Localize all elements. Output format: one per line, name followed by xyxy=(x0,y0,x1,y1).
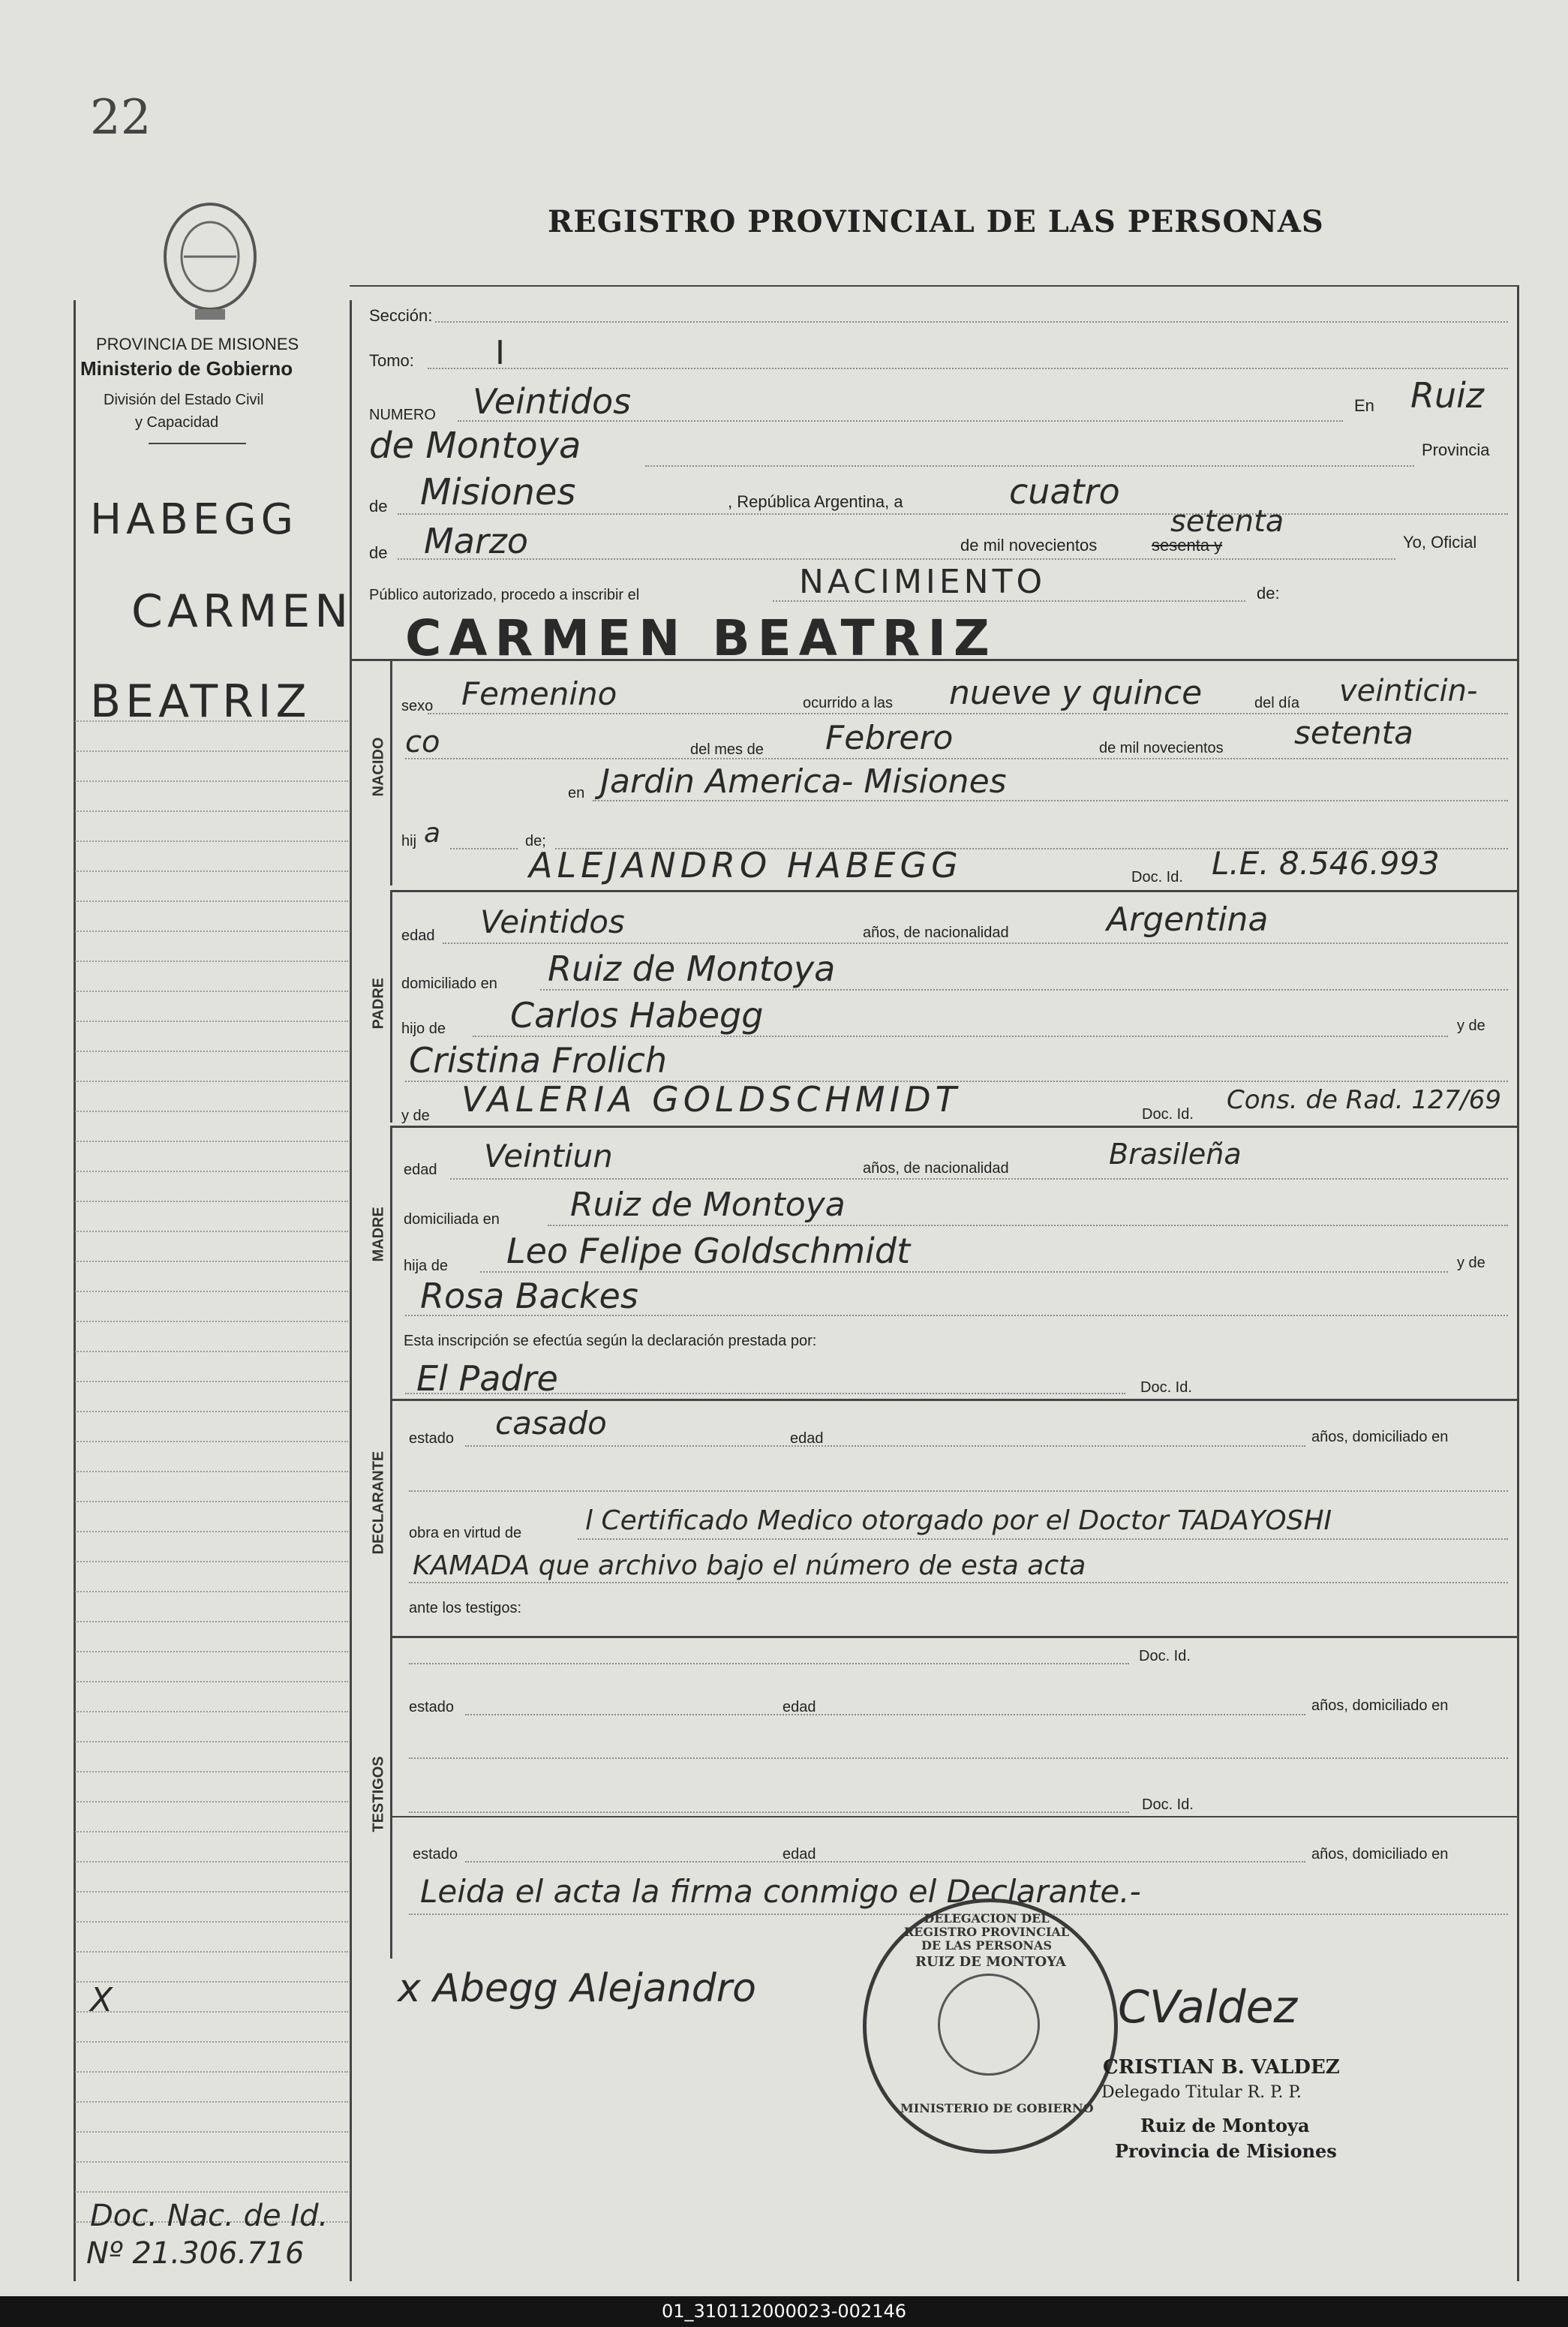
org-province: PROVINCIA DE MISIONES xyxy=(96,335,299,353)
label-de-mil: de mil novecientos xyxy=(960,536,1098,555)
value-madre-nac: Brasileña xyxy=(1109,1138,1242,1171)
seal-outer-text: DELEGACION DEL REGISTRO PROVINCIAL DE LAS PERSONAS xyxy=(903,1911,1070,1953)
label-edad-padre: edad xyxy=(401,927,435,944)
margin-name1: CARMEN xyxy=(131,585,353,638)
label-hija-de: hija de xyxy=(404,1258,448,1274)
value-madre-doc: Cons. de Rad. 127/69 xyxy=(1227,1085,1501,1115)
value-numero: Veintidos xyxy=(473,381,632,422)
seal-emblem xyxy=(938,1974,1040,2076)
label-en-2: en xyxy=(568,785,585,801)
value-padre-dom: Ruiz de Montoya xyxy=(548,949,836,989)
label-y-de-madre: y de xyxy=(401,1108,430,1124)
value-hij-suffix: a xyxy=(424,818,441,849)
label-ocurrido: ocurrido a las xyxy=(803,695,894,711)
label-en: En xyxy=(1354,396,1374,415)
label-inscripcion: Esta inscripción se efectúa según la declaración prestada por: xyxy=(404,1333,817,1349)
value-lugar: de Montoya xyxy=(369,425,581,467)
declarant-signature: x Abegg Alejandro xyxy=(398,1966,756,2011)
org-ministry: Ministerio de Gobierno xyxy=(80,357,293,380)
label-edad-testigo2: edad xyxy=(782,1846,816,1863)
label-edad-madre: edad xyxy=(404,1162,437,1178)
form-top-border xyxy=(350,285,1518,287)
label-estado-decl: estado xyxy=(409,1430,455,1447)
side-label-declarante: DECLARANTE xyxy=(370,1451,387,1555)
official-signature: CValdez xyxy=(1118,1981,1298,2034)
org-capacity: y Capacidad xyxy=(135,414,219,431)
value-mes: Marzo xyxy=(424,521,529,561)
value-padre-padre: Carlos Habegg xyxy=(510,995,764,1036)
official-place-line2: Provincia de Misiones xyxy=(1115,2140,1337,2162)
seal-middle-text: RUIZ DE MONTOYA xyxy=(915,1954,1066,1970)
margin-doc-label: Doc. Nac. de Id. xyxy=(90,2199,329,2233)
label-anos-dom-testigo1: años, domiciliado en xyxy=(1311,1697,1449,1714)
value-padre-madre: Cristina Frolich xyxy=(409,1040,668,1081)
side-label-madre: MADRE xyxy=(370,1207,387,1262)
value-padre-doc: L.E. 8.546.993 xyxy=(1212,845,1440,882)
label-doc-id-testigo1: Doc. Id. xyxy=(1139,1648,1191,1664)
value-obra-line1: l Certificado Medico otorgado por el Doctor TADAYOSHI xyxy=(585,1505,1332,1536)
value-hora: nueve y quince xyxy=(949,674,1203,712)
side-label-padre: PADRE xyxy=(370,977,387,1030)
label-y-de-2: y de xyxy=(1457,1255,1485,1271)
label-de-colon: de: xyxy=(1257,584,1280,603)
value-dia: cuatro xyxy=(1009,471,1120,512)
label-provincia: Provincia xyxy=(1422,440,1490,459)
official-place-line1: Ruiz de Montoya xyxy=(1140,2115,1310,2136)
label-doc-id-padre: Doc. Id. xyxy=(1131,869,1183,885)
official-title: Delegado Titular R. P. P. xyxy=(1101,2083,1302,2102)
value-padre-nombre: ALEJANDRO HABEGG xyxy=(529,845,963,885)
value-decl-estado: casado xyxy=(495,1405,607,1442)
value-madre-padre: Leo Felipe Goldschmidt xyxy=(506,1231,911,1271)
value-mes-nac: Febrero xyxy=(825,719,954,757)
value-acto: NACIMIENTO xyxy=(799,563,1047,601)
value-anio-struck: sesenta y xyxy=(1152,536,1223,555)
value-en: Ruiz xyxy=(1410,375,1485,416)
form-right-border xyxy=(1517,285,1519,2281)
label-de-2: de xyxy=(369,543,388,562)
margin-mark: X xyxy=(90,1981,113,2019)
label-tomo: Tomo: xyxy=(369,351,414,370)
value-madre-edad: Veintiun xyxy=(484,1138,613,1174)
value-anio-nac: setenta xyxy=(1294,714,1413,751)
value-anio-corrected: setenta xyxy=(1170,504,1284,539)
label-de-mil-2: de mil novecientos xyxy=(1099,740,1224,756)
value-declarante: El Padre xyxy=(416,1358,558,1399)
label-seccion: Sección: xyxy=(369,306,433,325)
label-estado-testigo1: estado xyxy=(409,1699,455,1715)
label-sexo: sexo xyxy=(401,698,434,714)
label-anos-nac-madre: años, de nacionalidad xyxy=(863,1160,1009,1177)
label-doc-id-decl: Doc. Id. xyxy=(1140,1379,1192,1396)
value-padre-nac: Argentina xyxy=(1107,900,1269,939)
label-edad-decl: edad xyxy=(790,1430,824,1447)
document-title: REGISTRO PROVINCIAL DE LAS PERSONAS xyxy=(548,204,1324,239)
label-anos-nac-padre: años, de nacionalidad xyxy=(863,924,1009,941)
label-del-dia: del día xyxy=(1254,695,1300,711)
official-name: CRISTIAN B. VALDEZ xyxy=(1103,2056,1340,2079)
label-numero: NUMERO xyxy=(369,407,436,423)
label-yo-oficial: Yo, Oficial xyxy=(1403,533,1477,552)
org-divider xyxy=(149,443,246,444)
footer-caption: 01_310112000023-002146 xyxy=(0,2296,1568,2327)
margin-surname: HABEGG xyxy=(90,495,299,544)
value-inscripto: CARMEN BEATRIZ xyxy=(405,609,997,667)
coat-of-arms-icon xyxy=(154,197,266,324)
label-anos-dom-testigo2: años, domiciliado en xyxy=(1311,1846,1449,1863)
margin-name2: BEATRIZ xyxy=(90,675,311,728)
value-leida: Leida el acta la firma conmigo el Declarante.- xyxy=(420,1873,1141,1910)
value-madre-nombre: VALERIA GOLDSCHMIDT xyxy=(461,1079,961,1120)
label-y-de-1: y de xyxy=(1457,1018,1485,1034)
value-madre-madre: Rosa Backes xyxy=(420,1276,638,1316)
label-publico: Público autorizado, procedo a inscribir el xyxy=(369,587,640,603)
label-doc-id-madre: Doc. Id. xyxy=(1142,1106,1194,1123)
value-obra-line2: KAMADA que archivo bajo el número de esta acta xyxy=(413,1550,1086,1581)
label-hij: hij xyxy=(401,833,417,849)
value-lugar-nac: Jardin America- Misiones xyxy=(600,762,1007,801)
label-ante: ante los testigos: xyxy=(409,1600,522,1616)
side-label-nacido: NACIDO xyxy=(370,737,387,797)
value-sexo: Femenino xyxy=(461,675,617,712)
label-de-1: de xyxy=(369,497,388,516)
margin-doc-number: Nº 21.306.716 xyxy=(86,2236,305,2271)
value-dia-nac2: co xyxy=(405,725,440,759)
label-estado-testigo2: estado xyxy=(413,1846,458,1863)
label-obra: obra en virtud de xyxy=(409,1525,522,1541)
label-domiciliada-madre: domiciliada en xyxy=(404,1211,500,1228)
value-dia-nac: veinticin- xyxy=(1339,674,1478,708)
label-anos-dom-decl: años, domiciliado en xyxy=(1311,1429,1449,1445)
label-del-mes: del mes de xyxy=(690,741,764,758)
value-tomo: I xyxy=(495,334,505,372)
seal-bottom-text: MINISTERIO DE GOBIERNO xyxy=(900,2101,1094,2115)
label-de-semicolon: de; xyxy=(525,833,546,849)
value-madre-dom: Ruiz de Montoya xyxy=(570,1186,846,1224)
label-hijo-de: hijo de xyxy=(401,1021,446,1037)
value-padre-edad: Veintidos xyxy=(480,903,625,940)
label-doc-id-testigo2: Doc. Id. xyxy=(1142,1796,1194,1813)
value-provincia: Misiones xyxy=(420,471,576,513)
label-domiciliado-padre: domiciliado en xyxy=(401,976,497,992)
side-label-testigos: TESTIGOS xyxy=(370,1756,387,1832)
page-number: 22 xyxy=(90,90,152,146)
org-division: División del Estado Civil xyxy=(104,392,264,408)
label-republica: , República Argentina, a xyxy=(728,492,903,511)
label-edad-testigo1: edad xyxy=(782,1699,816,1715)
